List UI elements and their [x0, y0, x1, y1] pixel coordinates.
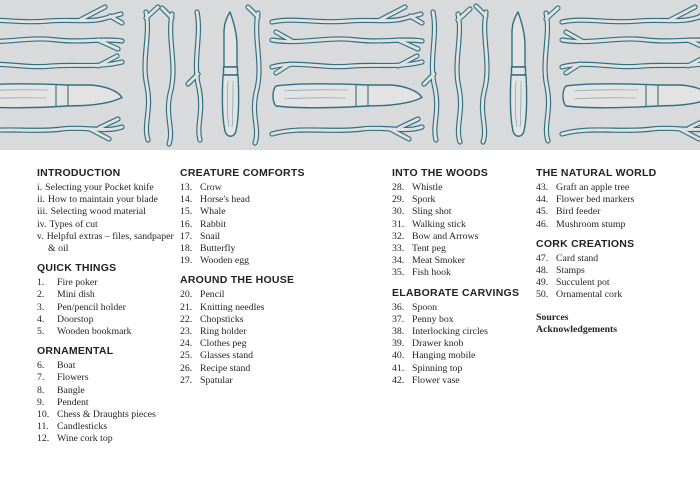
toc-item [37, 206, 179, 218]
item-text: Horse's head [200, 194, 250, 206]
item-text: Pencil [200, 289, 225, 301]
toc-item [536, 289, 696, 301]
toc-section [392, 168, 542, 280]
item-text: Butterfly [200, 243, 236, 255]
toc-item [392, 243, 542, 255]
section-title: AROUND THE HOUSE [180, 274, 295, 287]
item-number: 50. [536, 289, 549, 301]
item-text: Spork [412, 194, 436, 206]
item-text: Selecting wood material [50, 206, 146, 218]
toc-section [180, 275, 350, 387]
item-number: 29. [392, 194, 405, 206]
item-text: Sling shot [412, 206, 452, 218]
item-text: How to maintain your blade [47, 194, 158, 206]
section-title: CORK CREATIONS [536, 237, 635, 250]
toc-item [180, 363, 350, 375]
item-number: 43. [536, 182, 549, 193]
item-text: Succulent pot [556, 277, 610, 289]
toc-item [392, 350, 542, 362]
toc-item [536, 219, 696, 231]
item-text: Ornamental cork [556, 289, 623, 301]
item-text: Card stand [556, 252, 599, 264]
toc-footer [536, 312, 696, 336]
item-number: 44. [536, 194, 549, 206]
item-text: Pendent [57, 396, 89, 408]
item-text: Clothes peg [200, 338, 247, 350]
toc-item [37, 219, 179, 231]
toc-item [180, 243, 350, 255]
toc-item [37, 409, 179, 421]
toc-item [37, 360, 179, 372]
item-number: 3. [37, 301, 45, 313]
item-number: 40. [392, 350, 405, 362]
item-text: Glasses stand [200, 350, 254, 362]
item-text: Wine cork top [57, 433, 113, 445]
toc-item [392, 338, 542, 350]
item-number: 16. [180, 218, 193, 230]
footer-item: Acknowledgements [536, 323, 618, 335]
item-number: 46. [536, 218, 549, 230]
toc-section [180, 168, 350, 267]
item-text: Selecting your Pocket knife [45, 182, 154, 193]
toc-column-4 [536, 168, 696, 336]
item-number: 1. [37, 277, 45, 289]
banner-illustration [0, 0, 700, 150]
toc-item [536, 265, 696, 277]
item-text: Whale [200, 206, 226, 218]
toc-item [392, 302, 542, 314]
toc-item [180, 326, 350, 338]
toc-item [37, 182, 179, 194]
toc-item [180, 314, 350, 326]
toc-item [392, 326, 542, 338]
item-number: 35. [392, 267, 405, 279]
item-text: Stamps [556, 265, 585, 277]
item-text: Ring holder [200, 326, 247, 338]
item-text: Flowers [57, 372, 89, 384]
item-text: Rabbit [200, 218, 227, 230]
item-number: 41. [392, 362, 405, 374]
toc-item [536, 277, 696, 289]
item-number: 9. [37, 396, 45, 408]
item-number: 22. [180, 313, 193, 325]
item-text: Crow [200, 182, 222, 193]
item-number: iii. [37, 206, 48, 218]
item-number: 6. [37, 360, 45, 372]
item-number: 15. [180, 206, 193, 218]
item-text: Spatular [200, 374, 233, 386]
item-number: 47. [536, 252, 549, 264]
item-number: 17. [180, 230, 193, 242]
item-number: 27. [180, 374, 193, 386]
item-number: 28. [392, 182, 405, 193]
item-number: 31. [392, 218, 405, 230]
item-number: 48. [536, 265, 549, 277]
section-title: QUICK THINGS [37, 262, 117, 275]
item-number: 23. [180, 326, 193, 338]
item-text: Doorstop [57, 313, 94, 325]
item-text: Types of cut [49, 218, 98, 230]
item-number: 49. [536, 277, 549, 289]
item-text: Whistle [412, 182, 443, 193]
section-title: ORNAMENTAL [37, 345, 114, 358]
toc-item [37, 372, 179, 384]
toc-item [536, 194, 696, 206]
toc-item [392, 363, 542, 375]
item-number: 18. [180, 243, 193, 255]
item-number: 12. [37, 433, 50, 445]
toc-item [37, 314, 179, 326]
toc-item [37, 397, 179, 409]
toc-item [180, 255, 350, 267]
toc-item [180, 302, 350, 314]
item-number: ii. [37, 194, 45, 206]
item-text: Chopsticks [200, 313, 244, 325]
item-number: 34. [392, 255, 405, 267]
item-number: 33. [392, 243, 405, 255]
item-number: i. [37, 182, 43, 193]
toc-item [392, 194, 542, 206]
item-number: 37. [392, 313, 405, 325]
item-number: 5. [37, 326, 45, 338]
section-title: INTRODUCTION [37, 167, 121, 179]
item-number: iv. [37, 218, 47, 230]
item-text: Snail [200, 230, 221, 242]
item-number: 4. [37, 313, 45, 325]
item-text: Pen/pencil holder [57, 301, 126, 313]
item-text: Bird feeder [556, 206, 601, 218]
toc-column-3 [392, 168, 542, 395]
toc-section [37, 346, 179, 445]
item-text: Drawer knob [412, 338, 464, 350]
item-text: Mushroom stump [556, 218, 626, 230]
item-number: 7. [37, 372, 45, 384]
item-text: Bow and Arrows [412, 230, 479, 242]
toc-item [37, 385, 179, 397]
toc-item [37, 433, 179, 445]
toc-item [392, 255, 542, 267]
toc-section [536, 239, 696, 302]
toc-item [536, 182, 696, 194]
toc-item [392, 182, 542, 194]
item-number: 24. [180, 338, 193, 350]
item-text: Hanging mobile [412, 350, 476, 362]
item-text: Flower bed markers [556, 194, 635, 206]
toc-item [180, 206, 350, 218]
toc-item [180, 338, 350, 350]
item-text: Boat [57, 360, 76, 372]
item-number: 42. [392, 374, 405, 386]
item-text: Flower vase [412, 374, 460, 386]
toc-item [37, 302, 179, 314]
item-number: 36. [392, 301, 405, 313]
item-number: 25. [180, 350, 193, 362]
item-number: 32. [392, 230, 405, 242]
toc-item [37, 421, 179, 433]
item-text: Knitting needles [200, 301, 265, 313]
item-text: Candlesticks [57, 421, 108, 433]
item-text: Mini dish [57, 289, 95, 301]
toc-item [180, 182, 350, 194]
item-number: 13. [180, 182, 193, 193]
item-number: 10. [37, 409, 50, 421]
toc-column-1 [37, 168, 179, 454]
item-text: Penny box [412, 313, 454, 325]
item-number: 11. [37, 421, 49, 433]
toc-item [392, 314, 542, 326]
item-text: Graft an apple tree [556, 182, 630, 193]
toc-column-2 [180, 168, 350, 395]
section-title: THE NATURAL WORLD [536, 167, 657, 179]
section-title: ELABORATE CARVINGS [392, 286, 520, 299]
item-text: Bangle [57, 384, 85, 396]
item-text: Helpful extras – files, sandpaper & oil [46, 230, 174, 255]
item-number: 26. [180, 362, 193, 374]
toc-item [392, 206, 542, 218]
item-number: 39. [392, 338, 405, 350]
toc-item [37, 289, 179, 301]
toc-item [180, 289, 350, 301]
item-number: 2. [37, 289, 45, 301]
toc-item [37, 277, 179, 289]
item-number: 38. [392, 326, 405, 338]
toc-section [392, 288, 542, 387]
item-number: 45. [536, 206, 549, 218]
toc-item [37, 326, 179, 338]
toc-section [37, 168, 179, 255]
item-text: Spinning top [412, 362, 463, 374]
toc-item [180, 219, 350, 231]
toc-item [392, 219, 542, 231]
item-text: Wooden bookmark [57, 326, 132, 338]
toc-item [37, 194, 179, 206]
toc-item [180, 350, 350, 362]
item-text: Recipe stand [200, 362, 251, 374]
banner-artwork [0, 0, 700, 150]
toc-item [180, 194, 350, 206]
item-text: Fish hook [412, 267, 451, 279]
toc-item [392, 267, 542, 279]
section-title: CREATURE COMFORTS [180, 167, 305, 179]
item-number: 20. [180, 289, 193, 301]
toc-item [392, 231, 542, 243]
toc-section [37, 263, 179, 338]
toc-item [37, 231, 179, 255]
item-text: Meat Smoker [412, 255, 466, 267]
item-number: 14. [180, 194, 193, 206]
item-number: 21. [180, 301, 193, 313]
item-text: Tent peg [412, 243, 446, 255]
item-number: 30. [392, 206, 405, 218]
item-number: 19. [180, 255, 193, 267]
footer-item: Sources [536, 311, 569, 323]
toc-section [536, 168, 696, 231]
toc-item [180, 375, 350, 387]
toc-item [392, 375, 542, 387]
item-text: Chess & Draughts pieces [57, 409, 156, 421]
item-number: 8. [37, 384, 45, 396]
toc-item [536, 206, 696, 218]
item-text: Fire poker [57, 277, 98, 289]
toc-item [536, 253, 696, 265]
item-text: Wooden egg [200, 255, 249, 267]
item-text: Walking stick [412, 218, 466, 230]
item-number: v. [37, 230, 44, 242]
section-title: INTO THE WOODS [392, 167, 489, 179]
item-text: Spoon [412, 301, 438, 313]
item-text: Interlocking circles [412, 326, 488, 338]
toc-item [180, 231, 350, 243]
